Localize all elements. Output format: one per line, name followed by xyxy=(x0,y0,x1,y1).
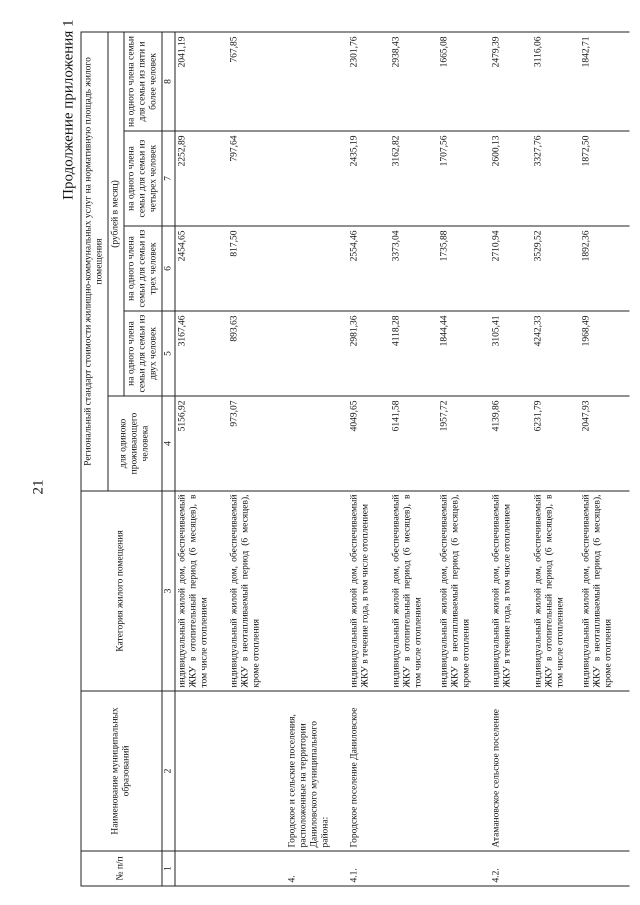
row-number: 4.2. xyxy=(489,851,531,886)
row-value: 1872,50 xyxy=(579,131,629,226)
table-row xyxy=(531,32,579,886)
row-value: 893,63 xyxy=(227,311,285,396)
row-value: 2454,65 xyxy=(175,226,227,311)
standard-cost-table xyxy=(81,31,630,886)
row-value xyxy=(285,311,347,396)
row-value: 4049,65 xyxy=(347,396,389,491)
row-value xyxy=(285,32,347,131)
table-row xyxy=(437,32,489,886)
column-number-row xyxy=(162,32,176,886)
column-number: 1 xyxy=(162,851,176,886)
row-value: 1844,44 xyxy=(437,311,489,396)
continuation-label: Продолжение приложения 1 xyxy=(60,19,77,200)
row-value: 2041,19 xyxy=(175,32,227,131)
header-number: № п/п xyxy=(81,851,162,886)
row-value: 767,85 xyxy=(227,32,285,131)
row-value xyxy=(285,396,347,491)
header-category: Категория жилого помещения xyxy=(81,491,162,691)
table-row xyxy=(285,32,347,886)
column-number: 7 xyxy=(162,131,176,226)
row-value xyxy=(285,226,347,311)
row-value: 973,07 xyxy=(227,396,285,491)
page-number: 21 xyxy=(30,479,47,495)
header-unit: (рублей в месяц) xyxy=(108,32,124,396)
header-group-title: Региональный стандарт стоимости жилищно-коммунальных услуг на нормативную площадь жилого помещения xyxy=(83,57,105,466)
column-number: 2 xyxy=(162,691,176,851)
table-row xyxy=(227,32,285,886)
row-value: 4242,33 xyxy=(531,311,579,396)
row-value: 1892,36 xyxy=(579,226,629,311)
row-value: 3105,41 xyxy=(489,311,531,396)
table-row xyxy=(347,32,389,886)
row-municipality xyxy=(531,691,579,851)
row-value: 1842,71 xyxy=(579,32,629,131)
header-group xyxy=(81,32,108,491)
row-number xyxy=(389,851,437,886)
table-row xyxy=(579,32,629,886)
row-value: 1735,88 xyxy=(437,226,489,311)
row-number: 4. xyxy=(285,851,347,886)
row-value: 2600,13 xyxy=(489,131,531,226)
row-value: 3116,06 xyxy=(531,32,579,131)
column-number: 4 xyxy=(162,396,176,491)
row-category: индивидуальный жилой дом, обеспечиваемый ЖКУ в неотапливаемый период (6 месяцев), кроме отопления xyxy=(437,491,489,691)
row-number xyxy=(437,851,489,886)
row-value: 2252,89 xyxy=(175,131,227,226)
row-value: 2938,43 xyxy=(389,32,437,131)
header-single: для одиноко проживающего человека xyxy=(108,396,162,491)
row-category: индивидуальный жилой дом, обеспечиваемый ЖКУ в неотапливаемый период (6 месяцев), кроме отопления xyxy=(579,491,629,691)
column-number: 5 xyxy=(162,311,176,396)
row-value: 5156,92 xyxy=(175,396,227,491)
row-value: 2554,46 xyxy=(347,226,389,311)
row-value: 4118,28 xyxy=(389,311,437,396)
table-row xyxy=(489,32,531,886)
row-value: 1968,49 xyxy=(579,311,629,396)
column-number: 3 xyxy=(162,491,176,691)
row-number xyxy=(531,851,579,886)
row-value: 2301,76 xyxy=(347,32,389,131)
row-value: 2981,36 xyxy=(347,311,389,396)
row-municipality: Городское и сельские поселения, расположенные на территории Даниловского муниципального района: xyxy=(285,691,347,851)
row-value: 1665,08 xyxy=(437,32,489,131)
column-number: 8 xyxy=(162,32,176,131)
row-value: 4139,86 xyxy=(489,396,531,491)
row-number xyxy=(175,851,227,886)
header-municipality: Наименование муниципальных образований xyxy=(81,691,162,851)
row-number xyxy=(579,851,629,886)
row-municipality xyxy=(579,691,629,851)
row-value: 2710,94 xyxy=(489,226,531,311)
row-municipality xyxy=(437,691,489,851)
row-value: 1707,56 xyxy=(437,131,489,226)
column-number: 6 xyxy=(162,226,176,311)
row-value xyxy=(285,131,347,226)
row-value: 6141,58 xyxy=(389,396,437,491)
row-category: индивидуальный жилой дом, обеспечиваемый ЖКУ в неотапливаемый период (6 месяцев), кроме отопления xyxy=(227,491,285,691)
row-value: 2479,39 xyxy=(489,32,531,131)
row-municipality xyxy=(175,691,227,851)
row-value: 3162,82 xyxy=(389,131,437,226)
row-value: 3327,76 xyxy=(531,131,579,226)
row-municipality: Городское поселение Даниловское xyxy=(347,691,389,851)
table-row xyxy=(389,32,437,886)
row-category xyxy=(285,491,347,691)
row-value: 2047,93 xyxy=(579,396,629,491)
row-value: 3529,52 xyxy=(531,226,579,311)
header-three: на одного члена семьи для семьи из трех человек xyxy=(124,226,162,311)
header-two: на одного члена семьи для семьи из двух человек xyxy=(124,311,162,396)
row-category: индивидуальный жилой дом, обеспечиваемый ЖКУ в отопительный период (6 месяцев), в том числе отоплением xyxy=(389,491,437,691)
row-category: индивидуальный жилой дом, обеспечиваемый ЖКУ в отопительный период (6 месяцев), в том числе отоплением xyxy=(531,491,579,691)
row-number: 4.1. xyxy=(347,851,389,886)
row-value: 817,50 xyxy=(227,226,285,311)
row-number xyxy=(227,851,285,886)
table-row xyxy=(175,32,227,886)
row-value: 3373,04 xyxy=(389,226,437,311)
row-value: 797,64 xyxy=(227,131,285,226)
rotated-page xyxy=(1,0,640,905)
header-four: на одного члена семьи для семьи из четырех человек xyxy=(124,131,162,226)
row-category: индивидуальный жилой дом, обеспечиваемый ЖКУ в отопительный период (6 месяцев), в том числе отоплением xyxy=(175,491,227,691)
row-value: 2435,19 xyxy=(347,131,389,226)
row-value: 1957,72 xyxy=(437,396,489,491)
header-five: на одного члена семьи для семьи из пяти и более человек xyxy=(124,32,162,131)
row-municipality: Атамановское сельское поселение xyxy=(489,691,531,851)
row-category: индивидуальный жилой дом, обеспечиваемый ЖКУ в течение года, в том числе отоплением xyxy=(489,491,531,691)
row-value: 3167,46 xyxy=(175,311,227,396)
row-municipality xyxy=(389,691,437,851)
row-category: индивидуальный жилой дом, обеспечиваемый ЖКУ в течение года, в том числе отоплением xyxy=(347,491,389,691)
row-municipality xyxy=(227,691,285,851)
table-body xyxy=(175,32,629,886)
row-value: 6231,79 xyxy=(531,396,579,491)
